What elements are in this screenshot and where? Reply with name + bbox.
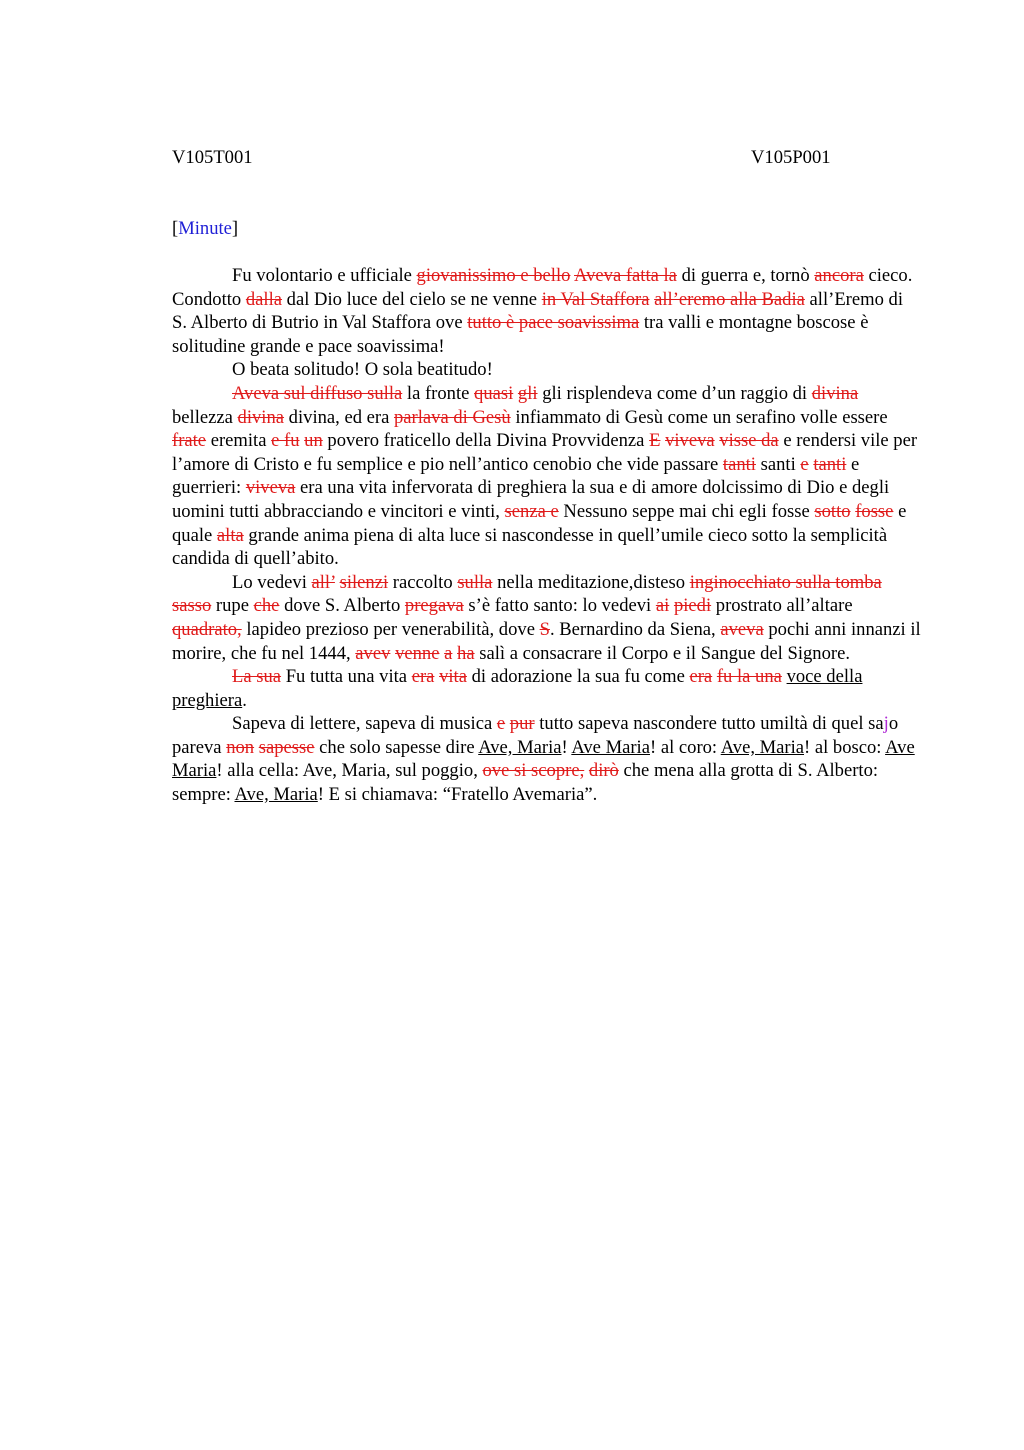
text-run: che solo sapesse dire	[314, 736, 479, 758]
paragraph	[172, 665, 922, 712]
deleted-text: visse da	[719, 430, 779, 452]
text-run: pochi anni innanzi il morire, che fu nel 1444,	[172, 618, 921, 664]
deleted-text: all’eremo alla Badia	[654, 288, 805, 310]
text-run: salì a consacrare il Corpo e il Sangue del Signore.	[474, 642, 850, 664]
text-run: e rendersi vile per l’amore di Cristo e fu semplice e pio nell’antico cenobio che vide passare	[172, 430, 918, 475]
deleted-text: gli	[517, 382, 538, 404]
deleted-text: avev	[355, 642, 391, 664]
deleted-text: alta	[216, 524, 244, 546]
deleted-text: non	[226, 736, 255, 758]
text-run: ! alla cella: Ave, Maria, sul poggio,	[216, 760, 483, 782]
text-run: Fu tutta una vita	[281, 666, 412, 688]
text-run: la fronte	[402, 382, 475, 404]
text-run: nella meditazione,disteso	[492, 571, 690, 593]
underlined-text: voce della preghiera	[172, 666, 863, 711]
deleted-text: era	[411, 666, 435, 688]
deleted-text: divina	[237, 406, 285, 428]
text-run: e guerrieri:	[172, 453, 860, 499]
deleted-text: in Val Staffora	[541, 288, 650, 310]
text-run: ! al coro:	[649, 736, 721, 758]
text-run: gli risplendeva come d’un raggio di	[537, 382, 812, 404]
deleted-text: frate	[172, 430, 207, 452]
text-run: santi	[755, 453, 801, 475]
deleted-text: tanti	[813, 453, 847, 475]
paragraph	[172, 382, 922, 571]
deleted-text: tutto è pace soavissima	[467, 312, 640, 334]
deleted-text: pur	[509, 713, 535, 735]
paragraph	[172, 712, 922, 806]
deleted-text: E	[649, 430, 661, 452]
text-run: all’Eremo di S. Alberto di Butrio in Val Staffora ove	[172, 288, 903, 334]
text-run: s’è fatto santo: lo vedevi	[463, 595, 656, 617]
deleted-text: sasso	[172, 595, 212, 617]
deleted-text: quadrato,	[172, 618, 242, 640]
deleted-text: senza e	[504, 500, 559, 522]
paragraph	[172, 358, 922, 382]
deleted-text: giovanissimo e bello	[416, 265, 571, 286]
text-run: . Bernardino da Siena,	[549, 618, 721, 640]
text-run: Lo vedevi	[232, 571, 312, 593]
deleted-text: piedi	[673, 595, 712, 617]
deleted-text: fu la una	[716, 666, 782, 688]
deleted-text: parlava di Gesù	[394, 406, 511, 428]
deleted-text: ancora	[814, 265, 864, 286]
paragraph	[172, 571, 922, 665]
text-run: prostrato all’altare	[711, 595, 853, 617]
text-run: e quale	[172, 500, 907, 546]
text-run: che mena alla grotta di S. Alberto: sempre:	[172, 760, 879, 806]
text-run: di adorazione la sua fu come	[466, 666, 690, 688]
deleted-text: dalla	[245, 288, 283, 310]
inserted-text: j	[883, 713, 889, 735]
deleted-text: silenzi	[339, 571, 389, 593]
text-run: Nessuno seppe mai chi egli fosse	[558, 500, 815, 522]
text-run: ! al bosco:	[804, 736, 886, 758]
deleted-text: Aveva sul diffuso sulla	[232, 382, 403, 404]
text-run: Fu volontario e ufficiale	[232, 265, 417, 286]
text-run: lapideo prezioso per venerabilità, dove	[241, 618, 540, 640]
text-run: Sapeva di lettere, sapeva di musica	[232, 713, 497, 735]
text-run: dal Dio luce del cielo se ne venne	[282, 288, 542, 310]
deleted-text: divina	[811, 382, 859, 404]
deleted-text: venne	[395, 642, 440, 664]
text-run: divina, ed era	[284, 406, 394, 428]
underlined-text: Ave, Maria	[234, 784, 318, 806]
paragraph	[172, 264, 922, 358]
text-run: o pareva	[172, 713, 899, 758]
deleted-text: La sua	[232, 666, 282, 688]
bracket-open: [	[172, 218, 179, 239]
deleted-text: viveva	[665, 430, 715, 452]
deleted-text: viveva	[245, 477, 296, 499]
underlined-text: Ave, Maria	[720, 736, 805, 758]
text-run: grande anima piena di alta luce si nascondesse in quell’umile cieco sotto la semplicità candida di quell’abito.	[172, 524, 888, 570]
text-run: ! E si chiamava: “Fratello Avemaria”.	[317, 784, 598, 806]
deleted-text: fosse	[855, 500, 894, 522]
deleted-text: dirò	[588, 760, 619, 782]
deleted-text: ove si scopre,	[482, 760, 585, 782]
deleted-text: un	[304, 430, 323, 452]
text-run: eremita	[206, 430, 272, 452]
document-page	[172, 146, 922, 807]
text-run: dove S. Alberto	[279, 595, 405, 617]
bracket-close: ]	[231, 218, 239, 239]
text-run: di guerra e, tornò	[676, 265, 815, 286]
deleted-text: pregava	[404, 595, 464, 617]
section-label	[172, 217, 922, 241]
deleted-text: ha	[457, 642, 475, 664]
text-run: !	[561, 736, 572, 758]
deleted-text: e fu	[271, 430, 300, 452]
minute-link[interactable]: Minute	[178, 218, 232, 239]
document-body	[172, 264, 922, 807]
deleted-text: S	[539, 618, 550, 640]
text-run: tra valli e montagne boscose è solitudine grande e pace soavissima!	[172, 312, 869, 357]
text-run: infiammato di Gesù come un serafino volle essere	[510, 406, 888, 428]
deleted-text: quasi	[474, 382, 514, 404]
deleted-text: sotto	[814, 500, 851, 522]
text-run: tutto sapeva nascondere tutto umiltà di quel sa	[534, 713, 884, 735]
text-run: cieco. Condotto	[172, 265, 913, 310]
deleted-text: e	[496, 713, 506, 735]
underlined-text: Ave Maria	[172, 736, 915, 782]
deleted-text: vita	[439, 666, 467, 688]
deleted-text: sulla	[457, 571, 493, 593]
text-code: V105T001	[172, 147, 253, 168]
text-run: raccolto	[388, 571, 458, 593]
text-run: povero fraticello della Divina Provvidenza	[322, 430, 650, 452]
underlined-text: Ave, Maria	[478, 736, 562, 758]
text-run: era una vita infervorata di preghiera la sua e di amore dolcissimo di Dio e degli uomini tutti abbracciando e vincitori e vinti,	[172, 477, 890, 522]
text-run: O beata solitudo! O sola beatitudo!	[232, 359, 493, 381]
deleted-text: e	[800, 453, 809, 475]
deleted-text: tanti	[722, 453, 756, 475]
text-run: bellezza	[172, 406, 238, 428]
deleted-text: Aveva fatta la	[574, 265, 677, 286]
deleted-text: inginocchiato sulla tomba	[689, 571, 882, 593]
document-header	[172, 146, 922, 170]
deleted-text: a	[444, 642, 453, 664]
deleted-text: che	[253, 595, 280, 617]
text-run: .	[242, 689, 247, 711]
underlined-text: Ave Maria	[571, 736, 650, 758]
deleted-text: ai	[655, 595, 670, 617]
deleted-text: all’	[311, 571, 335, 593]
deleted-text: era	[689, 666, 713, 688]
deleted-text: aveva	[720, 618, 764, 640]
page-code: V105P001	[751, 147, 831, 168]
text-run: rupe	[211, 595, 254, 617]
deleted-text: sapesse	[258, 736, 315, 758]
